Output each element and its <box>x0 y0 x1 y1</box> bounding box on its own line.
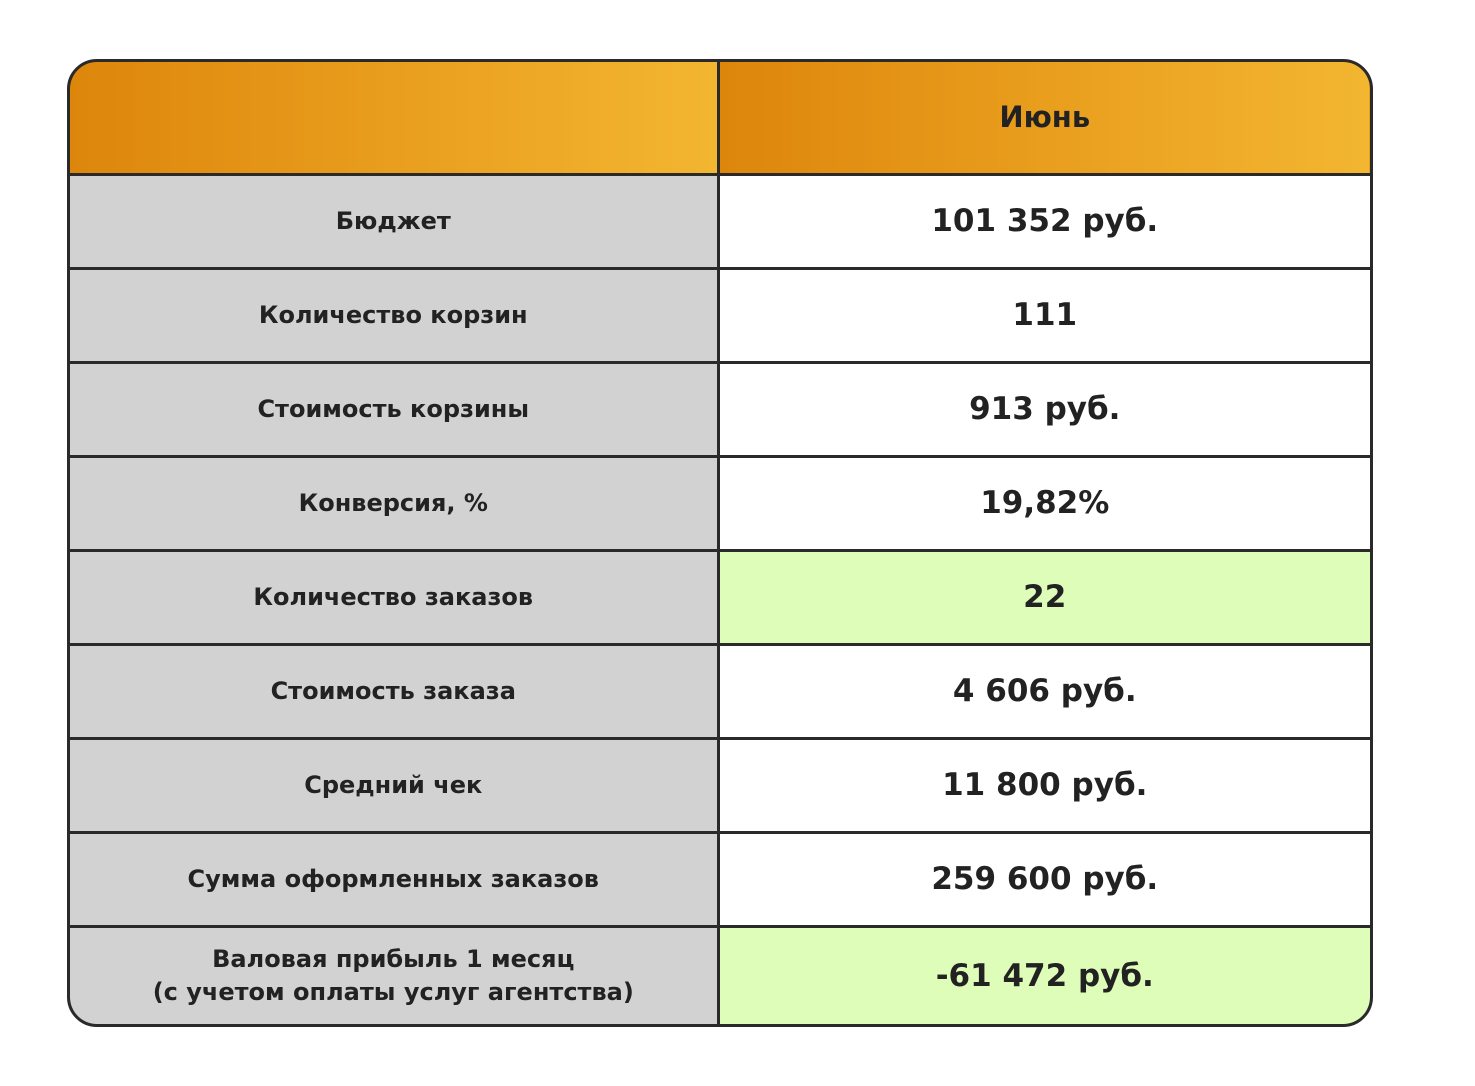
row-value: 101 352 руб. <box>718 174 1370 268</box>
row-label-line-1: Валовая прибыль 1 месяц <box>212 945 575 974</box>
table-row <box>70 550 1370 644</box>
row-label: Стоимость корзины <box>70 362 718 456</box>
table-row <box>70 174 1370 268</box>
row-value: 4 606 руб. <box>718 644 1370 738</box>
metrics-table-grid <box>70 62 1370 1024</box>
row-label-line-2: (с учетом оплаты услуг агентства) <box>152 977 634 1006</box>
month-header: Июнь <box>718 62 1370 174</box>
row-label: Конверсия, % <box>70 456 718 550</box>
table-row <box>70 926 1370 1024</box>
table-row <box>70 832 1370 926</box>
row-value: 11 800 руб. <box>718 738 1370 832</box>
table-row <box>70 362 1370 456</box>
row-label: Количество корзин <box>70 268 718 362</box>
row-value-highlighted: 22 <box>718 550 1370 644</box>
row-value: 19,82% <box>718 456 1370 550</box>
row-label: Количество заказов <box>70 550 718 644</box>
row-value: 913 руб. <box>718 362 1370 456</box>
row-label <box>70 926 718 1024</box>
row-label: Средний чек <box>70 738 718 832</box>
row-label: Бюджет <box>70 174 718 268</box>
header-row <box>70 62 1370 174</box>
row-value-highlighted: -61 472 руб. <box>718 926 1370 1024</box>
row-value: 111 <box>718 268 1370 362</box>
row-label: Стоимость заказа <box>70 644 718 738</box>
header-empty-cell <box>70 62 718 174</box>
table-row <box>70 456 1370 550</box>
metrics-table <box>67 59 1373 1027</box>
row-label: Сумма оформленных заказов <box>70 832 718 926</box>
table-row <box>70 644 1370 738</box>
table-row <box>70 268 1370 362</box>
row-value: 259 600 руб. <box>718 832 1370 926</box>
table-row <box>70 738 1370 832</box>
